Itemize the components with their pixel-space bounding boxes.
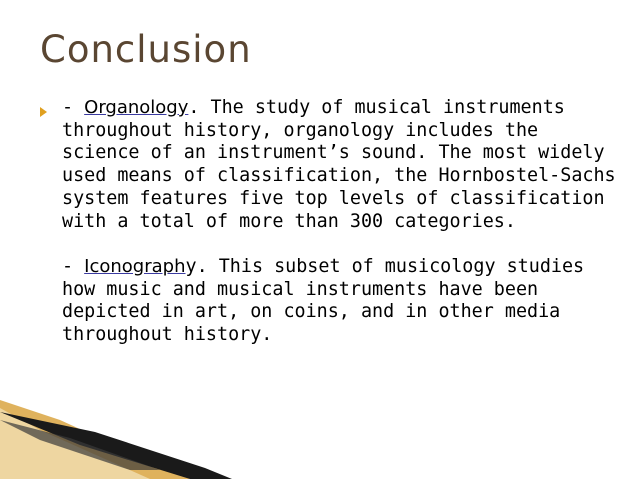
- paragraph-iconography: [62, 256, 622, 347]
- paragraph-text: . The study of musical instruments throughout history, organology includes the science of an instrument’s sound. The most widely used means of classification, the Hornbostel-Sachs system features five top levels of classification with a total of more than 300 categories.: [62, 97, 616, 232]
- term-iconography: Iconograph: [84, 255, 186, 277]
- term-tail: y: [185, 255, 197, 277]
- paragraph-prefix: -: [62, 255, 85, 277]
- triangle-bullet-icon: [40, 107, 47, 117]
- slide-title: Conclusion: [40, 28, 252, 71]
- paragraph-prefix: -: [62, 97, 85, 118]
- slide-body: [62, 97, 622, 347]
- paragraph-text: . This subset of musicology studies how music and musical instruments have been depicted in art, on coins, and in other media throughout history.: [62, 255, 585, 346]
- paragraph-organology: [62, 97, 622, 233]
- term-organology: Organology: [84, 97, 189, 118]
